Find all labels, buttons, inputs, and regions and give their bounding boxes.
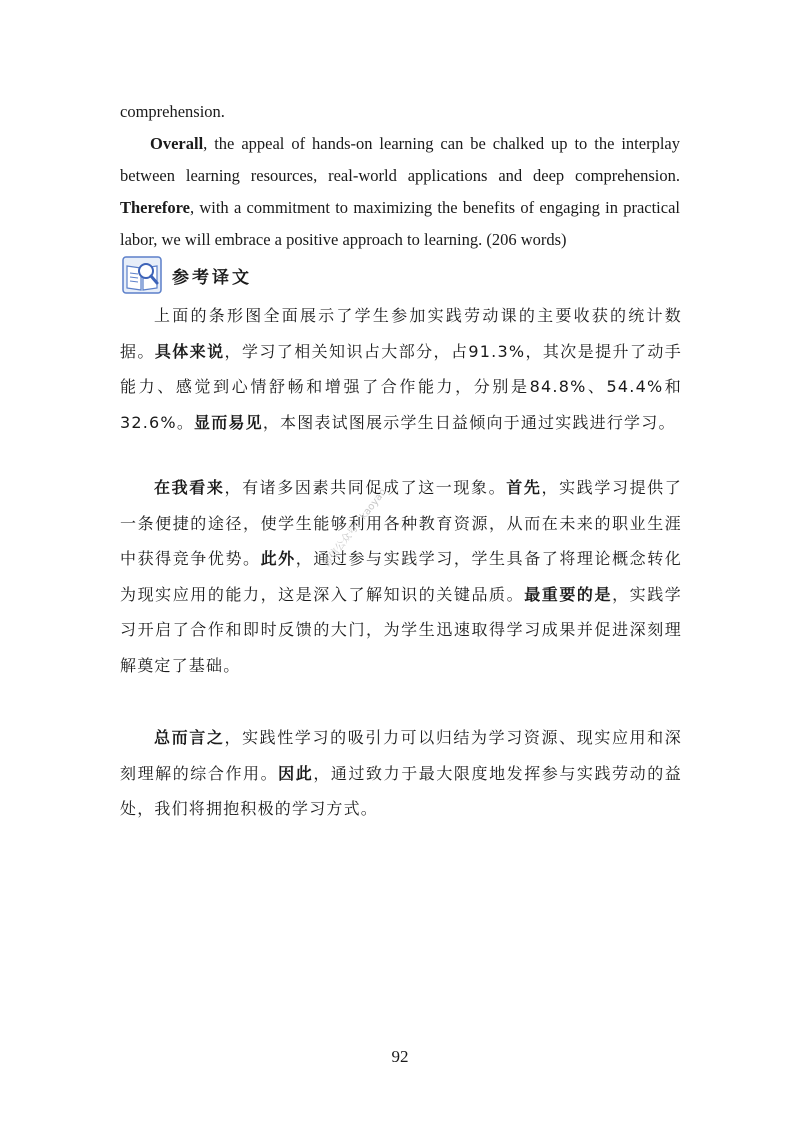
chinese-translation [120, 298, 682, 440]
english-paragraph-overall: Overall, the appeal of hands-on learning can be chalked up to the interplay between learning resources, real-world applications and deep comprehension. Therefore, with a commitment to maximizing the benefits of engaging in practical labor, we will embrace a positive approach to learning. (206 words) [120, 134, 680, 249]
chinese-paragraph-2-block [120, 470, 682, 683]
section-title: 参考译文 [172, 267, 252, 288]
english-passage [120, 96, 680, 256]
page-number: 92 [391, 1047, 409, 1066]
chinese-paragraph-2: 在我看来，有诸多因素共同促成了这一现象。首先，实践学习提供了一条便捷的途径，使学生能够利用各种教育资源，从而在未来的职业生涯中获得竞争优势。此外，通过参与实践学习，学生具备了将理论概念转化为现实应用的能力，这是深入了解知识的关键品质。最重要的是，实践学习开启了合作和即时反馈的大门，为学生迅速取得学习成果并促进深刻理解奠定了基础。 [120, 478, 682, 675]
section-header [122, 255, 252, 295]
book-magnifier-icon [122, 256, 162, 294]
watermark: 微信公众号：kaoyan [321, 486, 390, 570]
chinese-paragraph-3-block [120, 720, 682, 827]
overall-bold-word: Overall [150, 134, 204, 153]
chinese-paragraph-3: 总而言之，实践性学习的吸引力可以归结为学习资源、现实应用和深刻理解的综合作用。因此，通过致力于最大限度地发挥参与实践劳动的益处，我们将拥抱积极的学习方式。 [120, 728, 682, 818]
english-line-comprehension: comprehension. [120, 102, 225, 121]
therefore-bold-word: Therefore [120, 198, 190, 217]
chinese-paragraph-1: 上面的条形图全面展示了学生参加实践劳动课的主要收获的统计数据。具体来说，学习了相关知识占大部分，占91.3%，其次是提升了动手能力、感觉到心情舒畅和增强了合作能力，分别是84.8%、54.4%和32.6%。显而易见，本图表试图展示学生日益倾向于通过实践进行学习。 [120, 306, 682, 432]
